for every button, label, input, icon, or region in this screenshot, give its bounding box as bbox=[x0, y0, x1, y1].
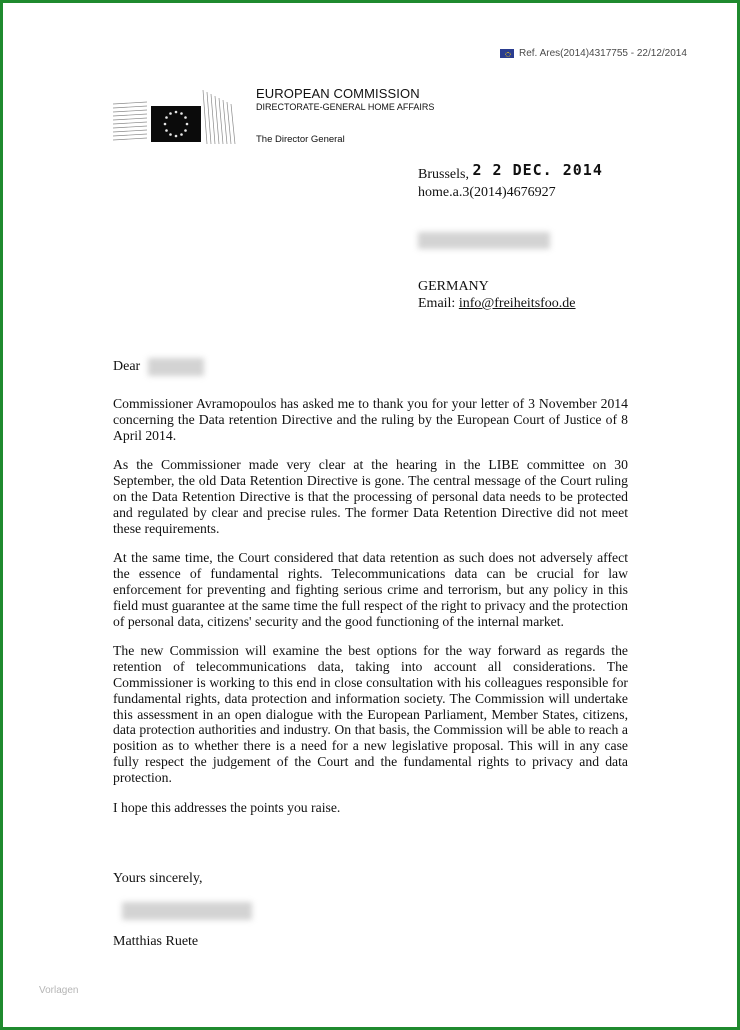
body-paragraph: The new Commission will examine the best options for the way forward as regards the retention of telecommunications data, taking into account all considerations. The Commissioner is working to this end in close consultation with his colleagues responsible for fundamental rights, data protection and information society. The Commission will undertake this assessment in an open dialogue with the European Parliament, Member States, citizens, data protection authorities and industry. On that basis, the Commission will be able to reach a position as to whether there is a need for a new legislative proposal. This will in any case fully respect the judgement of the Court and the fundamental rights to privacy and data protection. bbox=[113, 643, 628, 785]
redacted-recipient-name bbox=[418, 232, 550, 254]
watermark: Vorlagen bbox=[39, 985, 79, 996]
recipient-email[interactable]: info@freiheitsfoo.de bbox=[458, 296, 576, 311]
body-paragraph: As the Commissioner made very clear at the hearing in the LIBE committee on 30 September, the old Data Retention Directive is gone. The central message of the Court ruling on the Data Retention Directive is that the processing of personal data needs to be protected and regulated by clear and precise rules. The former Data Retention Directive did not meet these requirements. bbox=[113, 457, 628, 536]
reference-stamp bbox=[500, 48, 687, 59]
salutation bbox=[113, 358, 204, 376]
redacted-signature bbox=[122, 902, 252, 925]
letter-body bbox=[113, 396, 628, 829]
reference-text: Ref. Ares(2014)4317755 - 22/12/2014 bbox=[519, 48, 687, 59]
body-paragraph: At the same time, the Court considered that data retention as such does not adversely affect the essence of fundamental rights. Telecommunications data can be crucial for law enforcement for preventing and fighting serious crime and terrorism, but any policy in this field must guarantee at the same time the full respect of the right to privacy and the protection of personal data, citizens' security and the good functioning of the internal market. bbox=[113, 550, 628, 629]
reference-number: home.a.3(2014)4676927 bbox=[418, 185, 556, 200]
directorate-name: DIRECTORATE-GENERAL HOME AFFAIRS bbox=[256, 102, 435, 112]
email-label: Email: bbox=[418, 296, 456, 311]
body-paragraph: Commissioner Avramopoulos has asked me to thank you for your letter of 3 November 2014 concerning the Data retention Directive and the ruling by the European Court of Justice of 8 April 2014. bbox=[113, 396, 628, 443]
date-reference-block bbox=[418, 161, 603, 202]
eu-flag-icon bbox=[500, 49, 514, 58]
recipient-country: GERMANY bbox=[418, 279, 489, 294]
closing: Yours sincerely, bbox=[113, 871, 203, 886]
european-commission-logo bbox=[111, 84, 246, 152]
organisation-block bbox=[256, 86, 434, 112]
body-paragraph: I hope this addresses the points you raise. bbox=[113, 799, 341, 815]
place: Brussels, bbox=[418, 167, 469, 182]
organisation-name: EUROPEAN COMMISSION bbox=[256, 86, 420, 101]
salutation-text: Dear bbox=[113, 359, 141, 374]
date-stamp: 2 2 DEC. 2014 bbox=[472, 161, 603, 179]
redacted-salutation-name bbox=[148, 358, 204, 376]
signatory-name: Matthias Ruete bbox=[113, 934, 199, 949]
recipient-address bbox=[418, 278, 576, 312]
sender-role: The Director General bbox=[256, 134, 345, 145]
letter-page bbox=[6, 6, 734, 1024]
